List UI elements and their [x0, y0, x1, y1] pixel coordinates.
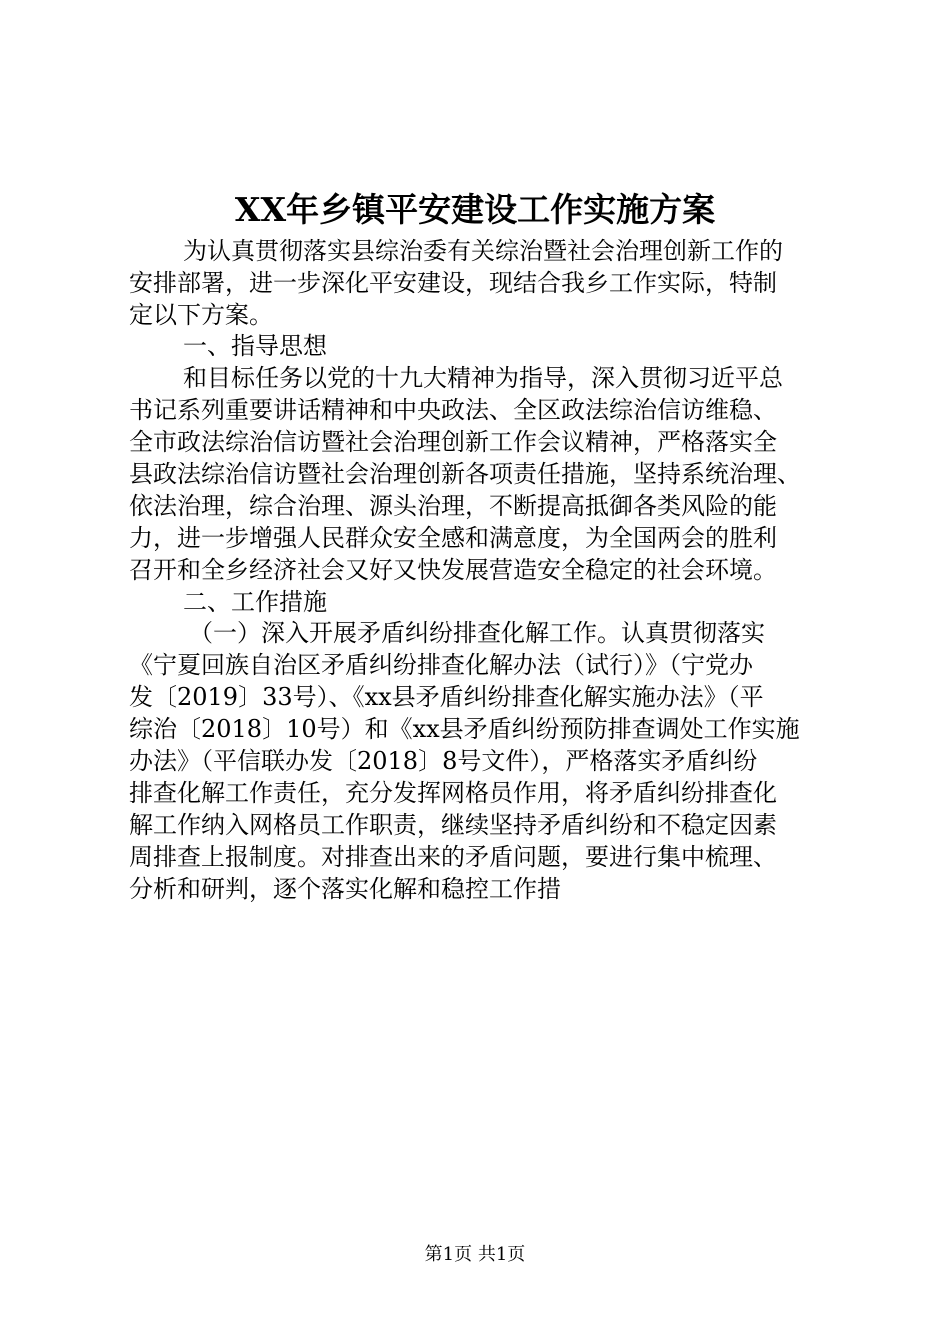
paragraph-line: 排查化解工作责任，充分发挥网格员作用，将矛盾纠纷排查化 [129, 779, 777, 807]
paragraph-line: 周排查上报制度。对排查出来的矛盾问题，要进行集中梳理、 [129, 843, 777, 871]
paragraph-line: 依法治理，综合治理、源头治理，不断提高抵御各类风险的能 [129, 492, 777, 520]
document-title: XX年乡镇平安建设工作实施方案 [234, 190, 716, 229]
paragraph-line: 办法》（平信联办发〔2018〕8号文件），严格落实矛盾纠纷 [129, 747, 758, 775]
paragraph-line: 发〔2019〕33号）、《xx县矛盾纠纷排查化解实施办法》（平 [129, 683, 764, 711]
page-number-footer: 第1页 共1页 [424, 1244, 526, 1265]
paragraph-line: 书记系列重要讲话精神和中央政法、全区政法综治信访维稳、 [129, 396, 777, 424]
paragraph-line: 县政法综治信访暨社会治理创新各项责任措施，坚持系统治理、 [129, 460, 801, 488]
section-heading: 二、工作措施 [183, 588, 327, 616]
section-heading: 一、指导思想 [183, 332, 327, 360]
paragraph-line: 分析和研判，逐个落实化解和稳控工作措 [129, 875, 561, 903]
paragraph-line: 《宁夏回族自治区矛盾纠纷排查化解办法（试行）》（宁党办 [129, 651, 753, 679]
paragraph-line: 力，进一步增强人民群众安全感和满意度，为全国两会的胜利 [129, 524, 777, 552]
paragraph-line: 解工作纳入网格员工作职责，继续坚持矛盾纠纷和不稳定因素 [129, 811, 777, 839]
paragraph-line: 定以下方案。 [129, 301, 273, 329]
paragraph-line: 为认真贯彻落实县综治委有关综治暨社会治理创新工作的 [183, 237, 783, 265]
paragraph-line: 安排部署，进一步深化平安建设，现结合我乡工作实际，特制 [129, 269, 777, 297]
paragraph-line: （一）深入开展矛盾纠纷排查化解工作。认真贯彻落实 [189, 619, 765, 647]
paragraph-line: 全市政法综治信访暨社会治理创新工作会议精神，严格落实全 [129, 428, 777, 456]
paragraph-line: 召开和全乡经济社会又好又快发展营造安全稳定的社会环境。 [129, 556, 777, 584]
paragraph-line: 综治〔2018〕10号）和《xx县矛盾纠纷预防排查调处工作实施 [129, 715, 800, 743]
paragraph-line: 和目标任务以党的十九大精神为指导，深入贯彻习近平总 [183, 364, 783, 392]
